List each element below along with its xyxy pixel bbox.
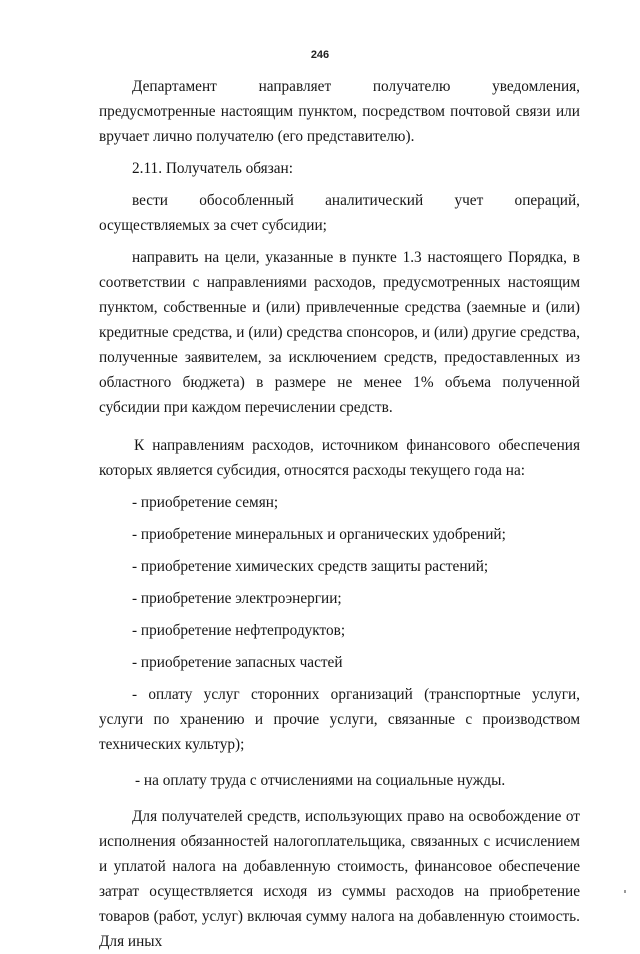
- scan-artifact: [624, 890, 626, 893]
- paragraph-section-heading: 2.11. Получатель обязан:: [132, 160, 293, 177]
- list-item: - приобретение химических средств защиты растений;: [132, 558, 489, 575]
- paragraph-notification: Департамент направляет получателю уведомления, предусмотренные настоящим пунктом, посредством почтовой связи или вручает лично получателю (его представителю).: [99, 78, 580, 145]
- list-item: - на оплату труда с отчислениями на социальные нужды.: [135, 772, 506, 789]
- paragraph-expense-directions: К направлениям расходов, источником финансового обеспечения которых является субсидия, относятся расходы текущего года на:: [99, 437, 580, 479]
- list-item: - приобретение нефтепродуктов;: [132, 622, 346, 639]
- list-item: - оплату услуг сторонних организаций (транспортные услуги, услуги по хранению и прочие услуги, связанные с производством технических культур);: [99, 686, 580, 753]
- list-item: - приобретение запасных частей: [132, 654, 343, 671]
- list-item: - приобретение минеральных и органических удобрений;: [132, 526, 506, 543]
- paragraph-cofinancing: направить на цели, указанные в пункте 1.3 настоящего Порядка, в соответствии с направлениями расходов, предусмотренных настоящим пунктом, собственные и (или) привлеченные средства (заемные и (или) кредитные средства, и (или) средства спонсоров, и (или) другие средства, полученные заявителем, за исключением средств, предоставленных из областного бюджета) в размере не менее 1% объема полученной субсидии при каждом перечислении средств.: [99, 249, 580, 416]
- list-item: - приобретение семян;: [132, 494, 279, 511]
- list-item: - приобретение электроэнергии;: [132, 590, 342, 607]
- paragraph-vat: Для получателей средств, использующих право на освобождение от исполнения обязанностей налогоплательщика, связанных с исчислением и уплатой налога на добавленную стоимость, финансовое обеспечение затрат осуществляется исходя из суммы расходов на приобретение товаров (работ, услуг) включая сумму налога на добавленную стоимость. Для иных: [99, 808, 580, 950]
- document-body: [99, 74, 580, 954]
- page-number: 246: [310, 49, 330, 61]
- paragraph-accounting: вести обособленный аналитический учет операций, осуществляемых за счет субсидии;: [99, 192, 580, 234]
